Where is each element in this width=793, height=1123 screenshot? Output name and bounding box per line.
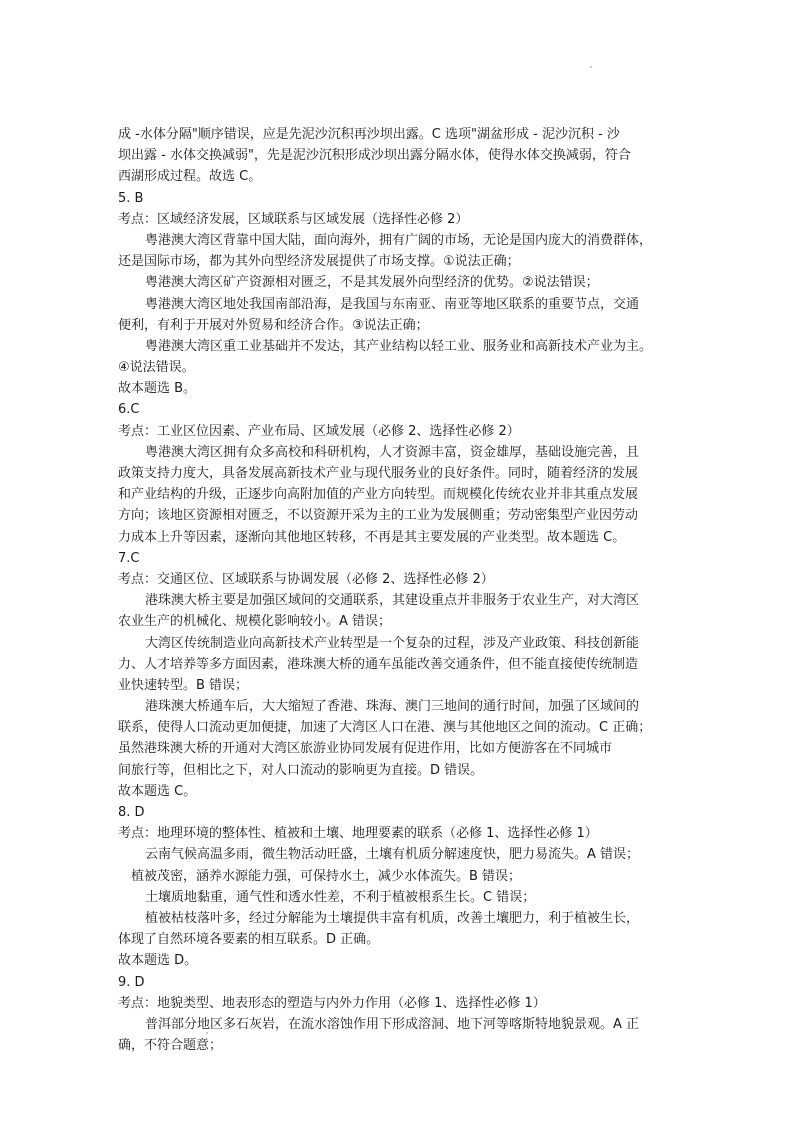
text-line: 还是国际市场，都为其外向型经济发展提供了市场支撑。①说法正确；	[118, 254, 520, 270]
text-line: 坝出露 - 水体交换减弱"，先是泥沙沉积形成沙坝出露分隔水体，使得水体交换减弱，符合	[118, 148, 631, 164]
text-line: 虽然港珠澳大桥的开通对大湾区旅游业协同发展有促进作用，比如方便游客在不同城市	[118, 741, 613, 757]
document-body	[118, 124, 688, 1056]
text-line: 方向；该地区资源相对匮乏，不以资源开采为主的工业为发展侧重；劳动密集型产业因劳动	[118, 508, 639, 524]
text-line: 云南气候高温多雨，微生物活动旺盛，土壤有机质分解速度快，肥力易流失。A 错误；	[145, 847, 640, 863]
text-line: 植被枯枝落叶多，经过分解能为土壤提供丰富有机质，改善土壤肥力，利于植被生长，	[145, 910, 640, 926]
text-line: 联系，使得人口流动更加便捷，加速了大湾区人口在港、澳与其他地区之间的流动。C 正确；	[118, 720, 652, 736]
text-line: 农业生产的机械化、规模化影响较小。A 错误；	[118, 614, 392, 630]
text-line: 故本题选 D。	[118, 953, 198, 969]
text-line: 确，不符合题意；	[118, 1038, 223, 1054]
text-line: 故本题选 C。	[118, 783, 197, 799]
text-line: 港珠澳大桥通车后，大大缩短了香港、珠海、澳门三地间的通行时间，加强了区域间的	[145, 699, 640, 715]
text-line: 5. B	[118, 190, 144, 206]
text-line: 土壤质地黏重，通气性和透水性差，不利于植被根系生长。C 错误；	[145, 889, 536, 905]
text-line: 故本题选 B。	[118, 381, 197, 397]
text-line: 西湖形成过程。故选 C。	[118, 169, 262, 185]
text-line: 植被茂密，涵养水源能力强，可保持水土，减少水体流失。B 错误；	[131, 868, 522, 884]
text-line: 7.C	[118, 550, 140, 566]
text-line: 考点：区域经济发展，区域联系与区域发展（选择性必修 2）	[118, 211, 469, 227]
text-line: 普洱部分地区多石灰岩，在流水溶蚀作用下形成溶洞、地下河等喀斯特地貌景观。A 正	[145, 1016, 640, 1032]
text-line: 考点：交通区位、区域联系与协调发展（必修 2、选择性必修 2）	[118, 571, 494, 587]
text-line: 力、人才培养等多方面因素，港珠澳大桥的通车虽能改善交通条件，但不能直接使传统制造	[118, 656, 639, 672]
text-line: 政策支持力度大，具备发展高新技术产业与现代服务业的良好条件。同时，随着经济的发展	[118, 466, 639, 481]
text-line: 考点：地貌类型、地表形态的塑造与内外力作用（必修 1、选择性必修 1）	[118, 995, 546, 1011]
text-line: 粤港澳大湾区拥有众多高校和科研机构，人才资源丰富，资金雄厚，基础设施完善，且	[145, 444, 640, 460]
text-line: 间旅行等，但相比之下，对人口流动的影响更为直接。D 错误。	[118, 762, 484, 778]
text-line: 和产业结构的升级，正逐步向高附加值的产业方向转型。而规模化传统农业并非其重点发展	[118, 487, 639, 503]
text-line: 力成本上升等因素，逐渐向其他地区转移，不再是其主要发展的产业类型。故本题选 C。	[118, 529, 626, 545]
text-line: 粤港澳大湾区重工业基础并不发达，其产业结构以轻工业、服务业和高新技术产业为主。	[145, 338, 653, 354]
text-line: ④说法错误。	[118, 360, 195, 376]
text-line: 大湾区传统制造业向高新技术产业转型是一个复杂的过程，涉及产业政策、科技创新能	[145, 635, 640, 651]
text-line: 体现了自然环境各要素的相互联系。D 正确。	[118, 932, 380, 948]
text-line: 粤港澳大湾区背靠中国大陆，面向海外，拥有广阔的市场，无论是国内庞大的消费群体，	[145, 232, 653, 248]
scan-speck	[590, 66, 592, 68]
text-line: 成 -水体分隔"顺序错误，应是先泥沙沉积再沙坝出露。C 选项"湖盆形成 - 泥沙沉积 - 沙	[118, 127, 620, 142]
text-line: 便利，有利于开展对外贸易和经济合作。③说法正确；	[118, 317, 429, 333]
text-line: 港珠澳大桥主要是加强区域间的交通联系，其建设重点并非服务于农业生产，对大湾区	[145, 593, 640, 609]
text-line: 9. D	[118, 974, 145, 990]
text-line: 粤港澳大湾区地处我国南部沿海，是我国与东南亚、南亚等地区联系的重要节点，交通	[145, 296, 640, 312]
text-line: 考点：地理环境的整体性、植被和土壤、地理要素的联系（必修 1、选择性必修 1）	[118, 826, 598, 842]
text-line: 6.C	[118, 402, 140, 418]
text-line: 8. D	[118, 805, 145, 820]
text-line: 粤港澳大湾区矿产资源相对匮乏，不是其发展外向型经济的优势。②说法错误；	[145, 275, 599, 291]
text-line: 业快速转型。B 错误；	[118, 677, 249, 693]
text-line: 考点：工业区位因素、产业布局、区域发展（必修 2、选择性必修 2）	[118, 423, 520, 439]
